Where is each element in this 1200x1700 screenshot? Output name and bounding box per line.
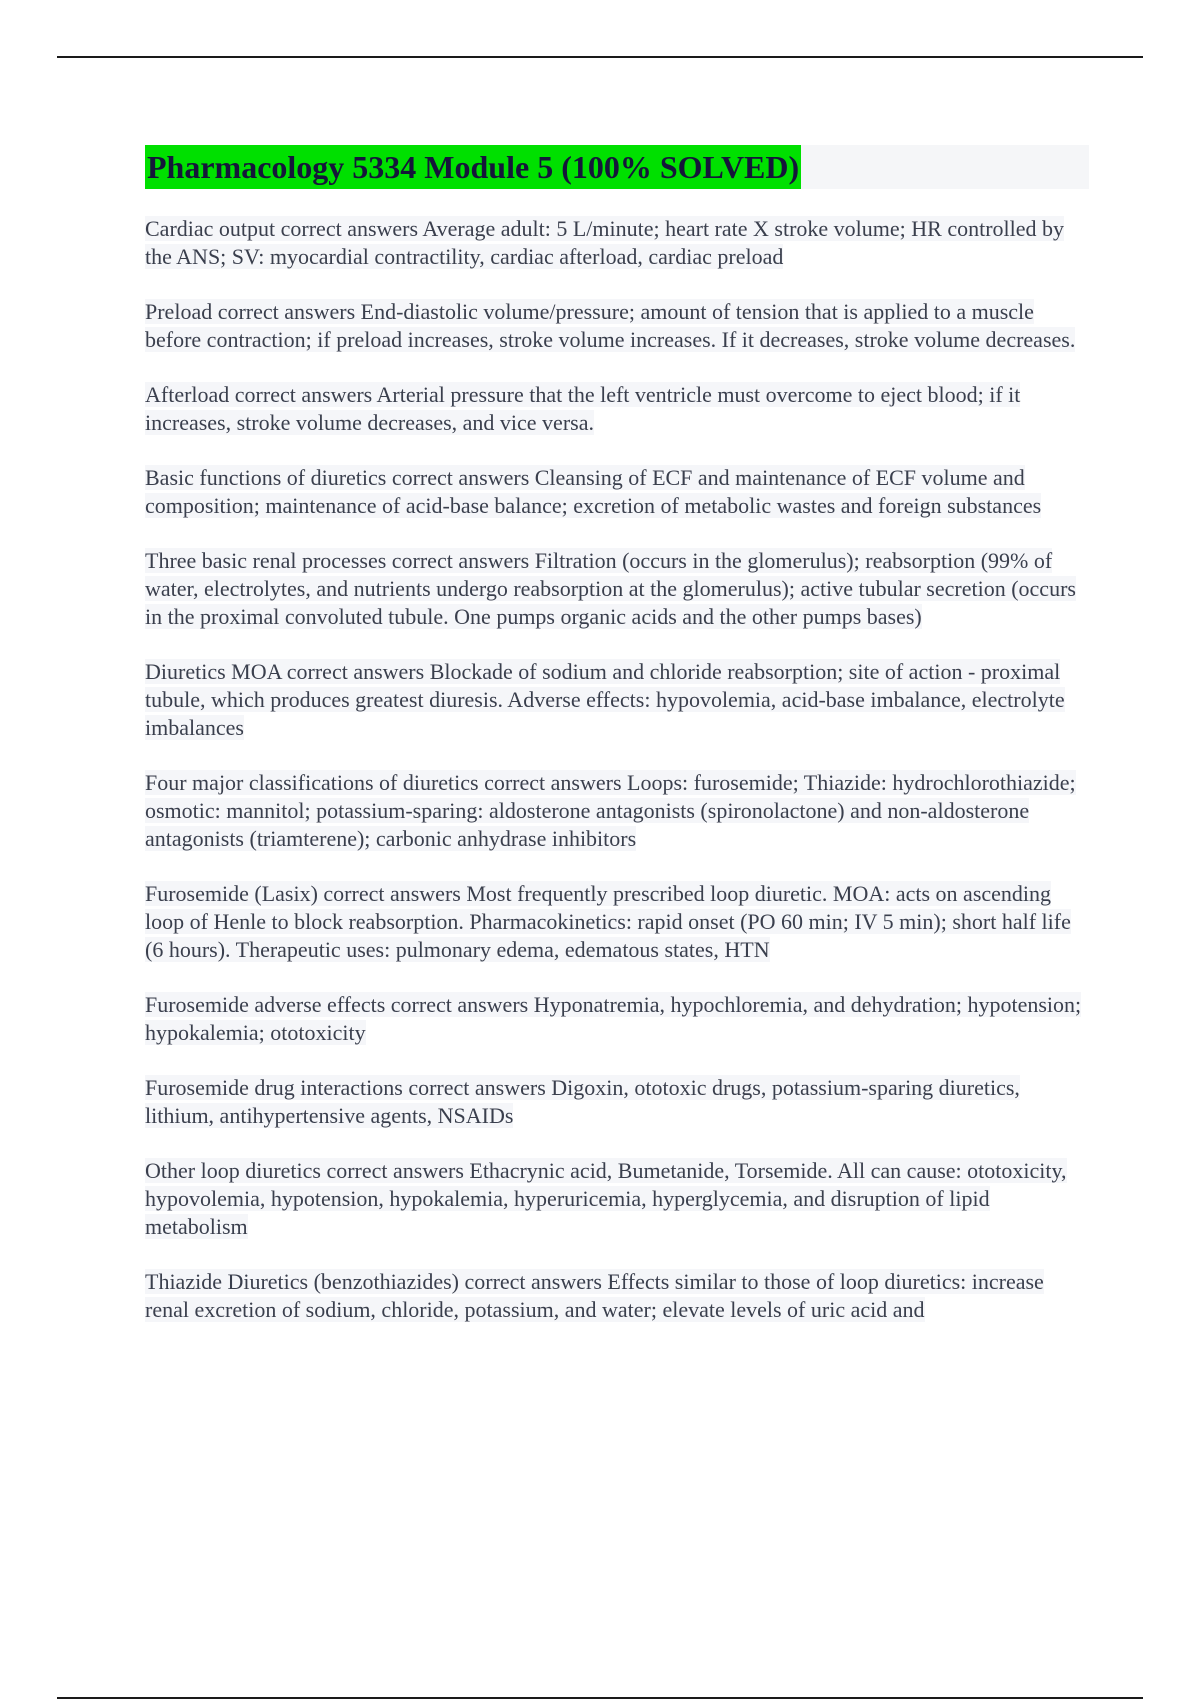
entry-diuretic-functions: Basic functions of diuretics correct answers Cleansing of ECF and maintenance of ECF volume and composition; maintenance of acid-base balance; excretion of metabolic wastes and foreign substances xyxy=(145,465,1042,518)
footer-rule xyxy=(57,1697,1143,1699)
header-rule xyxy=(57,56,1143,58)
entry-thiazide-diuretics: Thiazide Diuretics (benzothiazides) correct answers Effects similar to those of loop diuretics: increase renal excretion of sodium, chloride, potassium, and water; elevate levels of uric acid and xyxy=(145,1269,1044,1322)
entry-preload: Preload correct answers End-diastolic volume/pressure; amount of tension that is applied to a muscle before contraction; if preload increases, stroke volume increases. If it decreases, stroke volume decreases. xyxy=(145,299,1076,352)
entry-diuretics-moa: Diuretics MOA correct answers Blockade of sodium and chloride reabsorption; site of action - proximal tubule, which produces greatest diuresis. Adverse effects: hypovolemia, acid-base imbalance, electrolyte imbalances xyxy=(145,659,1065,740)
entry-diuretic-classifications: Four major classifications of diuretics correct answers Loops: furosemide; Thiazide: hydrochlorothiazide; osmotic: mannitol; potassium-sparing: aldosterone antagonists (spironolactone) and non-aldosterone antagonists (triamterene); carbonic anhydrase inhibitors xyxy=(145,770,1076,851)
entry-other-loop-diuretics: Other loop diuretics correct answers Ethacrynic acid, Bumetanide, Torsemide. All can cause: ototoxicity, hypovolemia, hypotension, hypokalemia, hyperuricemia, hyperglycemia, and disruption of lipid metabolism xyxy=(145,1158,1067,1239)
entry-afterload: Afterload correct answers Arterial pressure that the left ventricle must overcome to eject blood; if it increases, stroke volume decreases, and vice versa. xyxy=(145,382,1021,435)
document-title: Pharmacology 5334 Module 5 (100% SOLVED) xyxy=(145,145,801,189)
entry-renal-processes: Three basic renal processes correct answers Filtration (occurs in the glomerulus); reabsorption (99% of water, electrolytes, and nutrients undergo reabsorption at the glomerulus); active tubular secretion (occurs in the proximal convoluted tubule. One pumps organic acids and the other pumps bases) xyxy=(145,548,1076,629)
entry-furosemide-adverse-effects: Furosemide adverse effects correct answers Hyponatremia, hypochloremia, and dehydration; hypotension; hypokalemia; ototoxicity xyxy=(145,992,1082,1045)
entry-cardiac-output: Cardiac output correct answers Average adult: 5 L/minute; heart rate X stroke volume; HR controlled by the ANS; SV: myocardial contractility, cardiac afterload, cardiac preload xyxy=(145,216,1065,269)
entry-furosemide-interactions: Furosemide drug interactions correct answers Digoxin, ototoxic drugs, potassium-sparing diuretics, lithium, antihypertensive agents, NSAIDs xyxy=(145,1075,1020,1128)
page-content xyxy=(145,145,1090,1351)
entry-furosemide: Furosemide (Lasix) correct answers Most frequently prescribed loop diuretic. MOA: acts on ascending loop of Henle to block reabsorption. Pharmacokinetics: rapid onset (PO 60 min; IV 5 min); short half life (6 hours). Therapeutic uses: pulmonary edema, edematous states, HTN xyxy=(145,881,1071,962)
title-band xyxy=(145,145,1089,189)
